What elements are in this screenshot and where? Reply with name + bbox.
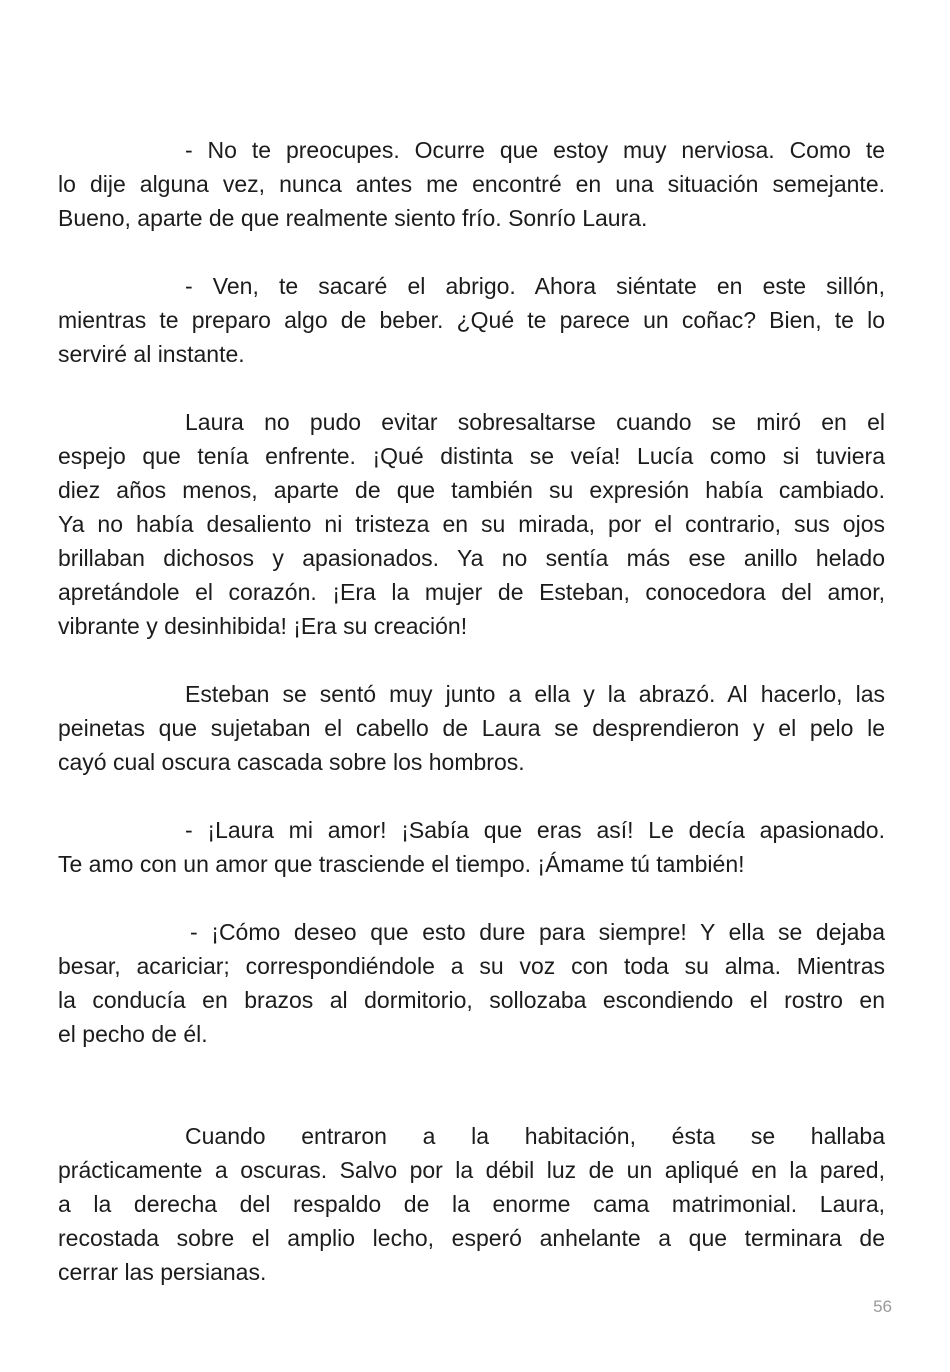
paragraph-7 <box>58 1119 885 1289</box>
text-line: mientras te preparo algo de beber. ¿Qué te parece un coñac? Bien, te lo <box>58 307 885 333</box>
text-line: espejo que tenía enfrente. ¡Qué distinta se veía! Lucía como si tuviera <box>58 443 885 469</box>
text-line: - Ven, te sacaré el abrigo. Ahora siéntate en este sillón, <box>185 273 885 299</box>
text-line: - ¡Cómo deseo que esto dure para siempre! Y ella se dejaba <box>190 919 885 945</box>
text-line: la conducía en brazos al dormitorio, sollozaba escondiendo el rostro en <box>58 987 885 1013</box>
text-line: apretándole el corazón. ¡Era la mujer de Esteban, conocedora del amor, <box>58 579 885 605</box>
text-line: Bueno, aparte de que realmente siento frío. Sonrío Laura. <box>58 205 648 231</box>
text-line: diez años menos, aparte de que también su expresión había cambiado. <box>58 477 885 503</box>
page-number: 56 <box>873 1297 892 1316</box>
paragraph-4 <box>58 677 885 779</box>
text-line: prácticamente a oscuras. Salvo por la débil luz de un apliqué en la pared, <box>58 1157 885 1183</box>
text-line: Esteban se sentó muy junto a ella y la abrazó. Al hacerlo, las <box>185 681 885 707</box>
text-line: - ¡Laura mi amor! ¡Sabía que eras así! Le decía apasionado. <box>185 817 885 843</box>
text-line: cayó cual oscura cascada sobre los hombros. <box>58 749 525 775</box>
text-line: Te amo con un amor que trasciende el tiempo. ¡Ámame tú también! <box>58 851 745 877</box>
paragraph-5 <box>58 813 885 881</box>
text-line: recostada sobre el amplio lecho, esperó anhelante a que terminara de <box>58 1225 885 1251</box>
text-line: besar, acariciar; correspondiéndole a su voz con toda su alma. Mientras <box>58 953 885 979</box>
paragraph-6 <box>58 915 885 1051</box>
text-line: a la derecha del respaldo de la enorme cama matrimonial. Laura, <box>58 1191 885 1217</box>
text-line: serviré al instante. <box>58 341 245 367</box>
text-line: vibrante y desinhibida! ¡Era su creación! <box>58 613 468 639</box>
text-line: el pecho de él. <box>58 1021 208 1047</box>
paragraph-3 <box>58 405 885 643</box>
text-line: Ya no había desaliento ni tristeza en su mirada, por el contrario, sus ojos <box>58 511 885 537</box>
paragraph-1 <box>58 133 885 235</box>
text-line: lo dije alguna vez, nunca antes me encontré en una situación semejante. <box>58 171 885 197</box>
body-text <box>58 133 885 1289</box>
paragraph-2 <box>58 269 885 371</box>
text-line: Laura no pudo evitar sobresaltarse cuando se miró en el <box>185 409 885 435</box>
text-line: cerrar las persianas. <box>58 1259 267 1285</box>
text-line: peinetas que sujetaban el cabello de Laura se desprendieron y el pelo le <box>58 715 885 741</box>
text-line: - No te preocupes. Ocurre que estoy muy nerviosa. Como te <box>185 137 885 163</box>
text-line: brillaban dichosos y apasionados. Ya no sentía más ese anillo helado <box>58 545 885 571</box>
text-line: Cuando entraron a la habitación, ésta se hallaba <box>185 1123 885 1149</box>
